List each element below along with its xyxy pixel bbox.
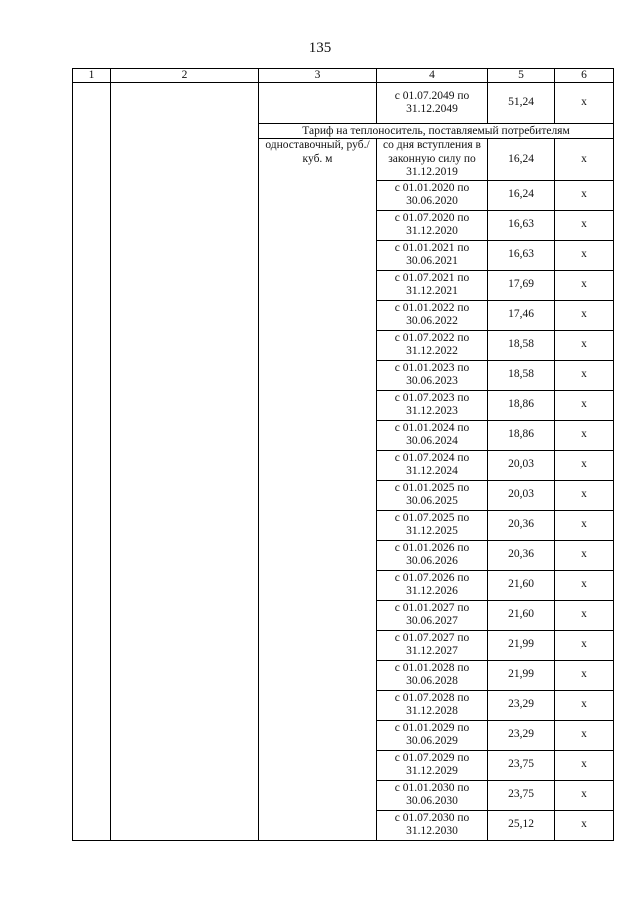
value-cell: 16,63: [488, 240, 555, 270]
value-cell: 20,03: [488, 450, 555, 480]
header-cell-1: 1: [73, 69, 111, 83]
header-cell-3: 3: [259, 69, 377, 83]
period-cell: с 01.01.2025 по 30.06.2025: [377, 480, 488, 510]
period-cell: с 01.07.2024 по 31.12.2024: [377, 450, 488, 480]
mark-cell: х: [555, 180, 614, 210]
value-cell: 18,86: [488, 390, 555, 420]
value-cell: 23,29: [488, 720, 555, 750]
mark-cell: х: [555, 330, 614, 360]
period-cell: с 01.01.2027 по 30.06.2027: [377, 600, 488, 630]
page-number: 135: [308, 40, 332, 56]
header-cell-6: 6: [555, 69, 614, 83]
period-cell: с 01.01.2026 по 30.06.2026: [377, 540, 488, 570]
blank-cell-col2: [111, 83, 259, 841]
value-cell: 17,46: [488, 300, 555, 330]
header-cell-2: 2: [111, 69, 259, 83]
mark-cell: х: [555, 390, 614, 420]
value-cell: 23,29: [488, 690, 555, 720]
value-cell: 23,75: [488, 750, 555, 780]
period-cell: с 01.01.2028 по 30.06.2028: [377, 660, 488, 690]
mark-cell: х: [555, 720, 614, 750]
mark-cell: х: [555, 510, 614, 540]
period-cell: с 01.07.2028 по 31.12.2028: [377, 690, 488, 720]
value-cell: 21,60: [488, 570, 555, 600]
header-cell-4: 4: [377, 69, 488, 83]
period-cell: с 01.01.2030 по 30.06.2030: [377, 780, 488, 810]
mark-cell: х: [555, 810, 614, 840]
mark-cell: х: [555, 83, 614, 124]
tariff-table-body: [73, 69, 614, 841]
mark-cell: х: [555, 300, 614, 330]
mark-cell: х: [555, 210, 614, 240]
period-cell: с 01.01.2029 по 30.06.2029: [377, 720, 488, 750]
mark-cell: х: [555, 240, 614, 270]
table-row: [73, 83, 614, 124]
value-cell: 16,63: [488, 210, 555, 240]
period-cell: с 01.01.2023 по 30.06.2023: [377, 360, 488, 390]
tariff-type-cell: одноставочный, руб./куб. м: [259, 139, 377, 841]
period-cell: с 01.07.2022 по 31.12.2022: [377, 330, 488, 360]
period-cell: с 01.07.2029 по 31.12.2029: [377, 750, 488, 780]
mark-cell: х: [555, 480, 614, 510]
mark-cell: х: [555, 450, 614, 480]
period-cell: с 01.07.2021 по 31.12.2021: [377, 270, 488, 300]
period-cell: с 01.07.2023 по 31.12.2023: [377, 390, 488, 420]
period-cell: с 01.01.2020 по 30.06.2020: [377, 180, 488, 210]
period-cell: с 01.01.2024 по 30.06.2024: [377, 420, 488, 450]
value-cell: 25,12: [488, 810, 555, 840]
blank-cell-col1: [73, 83, 111, 841]
value-cell: 18,86: [488, 420, 555, 450]
blank-cell-col3: [259, 83, 377, 124]
mark-cell: х: [555, 780, 614, 810]
tariff-table: [72, 68, 614, 841]
period-cell: с 01.07.2025 по 31.12.2025: [377, 510, 488, 540]
period-cell: с 01.01.2022 по 30.06.2022: [377, 300, 488, 330]
period-cell: с 01.07.2020 по 31.12.2020: [377, 210, 488, 240]
value-cell: 20,36: [488, 510, 555, 540]
value-cell: 21,99: [488, 630, 555, 660]
header-cell-5: 5: [488, 69, 555, 83]
period-cell: с 01.01.2021 по 30.06.2021: [377, 240, 488, 270]
mark-cell: х: [555, 690, 614, 720]
mark-cell: х: [555, 600, 614, 630]
mark-cell: х: [555, 630, 614, 660]
value-cell: 21,60: [488, 600, 555, 630]
value-cell: 18,58: [488, 330, 555, 360]
period-cell: с 01.07.2027 по 31.12.2027: [377, 630, 488, 660]
period-cell: с 01.07.2026 по 31.12.2026: [377, 570, 488, 600]
value-cell: 18,58: [488, 360, 555, 390]
mark-cell: х: [555, 570, 614, 600]
mark-cell: х: [555, 420, 614, 450]
value-cell: 17,69: [488, 270, 555, 300]
mark-cell: х: [555, 270, 614, 300]
mark-cell: х: [555, 540, 614, 570]
value-cell: 21,99: [488, 660, 555, 690]
value-cell: 20,03: [488, 480, 555, 510]
period-cell: с 01.07.2030 по 31.12.2030: [377, 810, 488, 840]
value-cell: 23,75: [488, 780, 555, 810]
header-row: [73, 69, 614, 83]
mark-cell: х: [555, 750, 614, 780]
value-cell: 51,24: [488, 83, 555, 124]
period-cell: со дня вступления в законную силу по 31.12.2019: [377, 139, 488, 181]
value-cell: 20,36: [488, 540, 555, 570]
mark-cell: х: [555, 139, 614, 181]
value-cell: 16,24: [488, 139, 555, 181]
mark-cell: х: [555, 660, 614, 690]
mark-cell: х: [555, 360, 614, 390]
section-title: Тариф на теплоноситель, поставляемый потребителям: [259, 124, 614, 139]
period-cell: с 01.07.2049 по 31.12.2049: [377, 83, 488, 124]
value-cell: 16,24: [488, 180, 555, 210]
